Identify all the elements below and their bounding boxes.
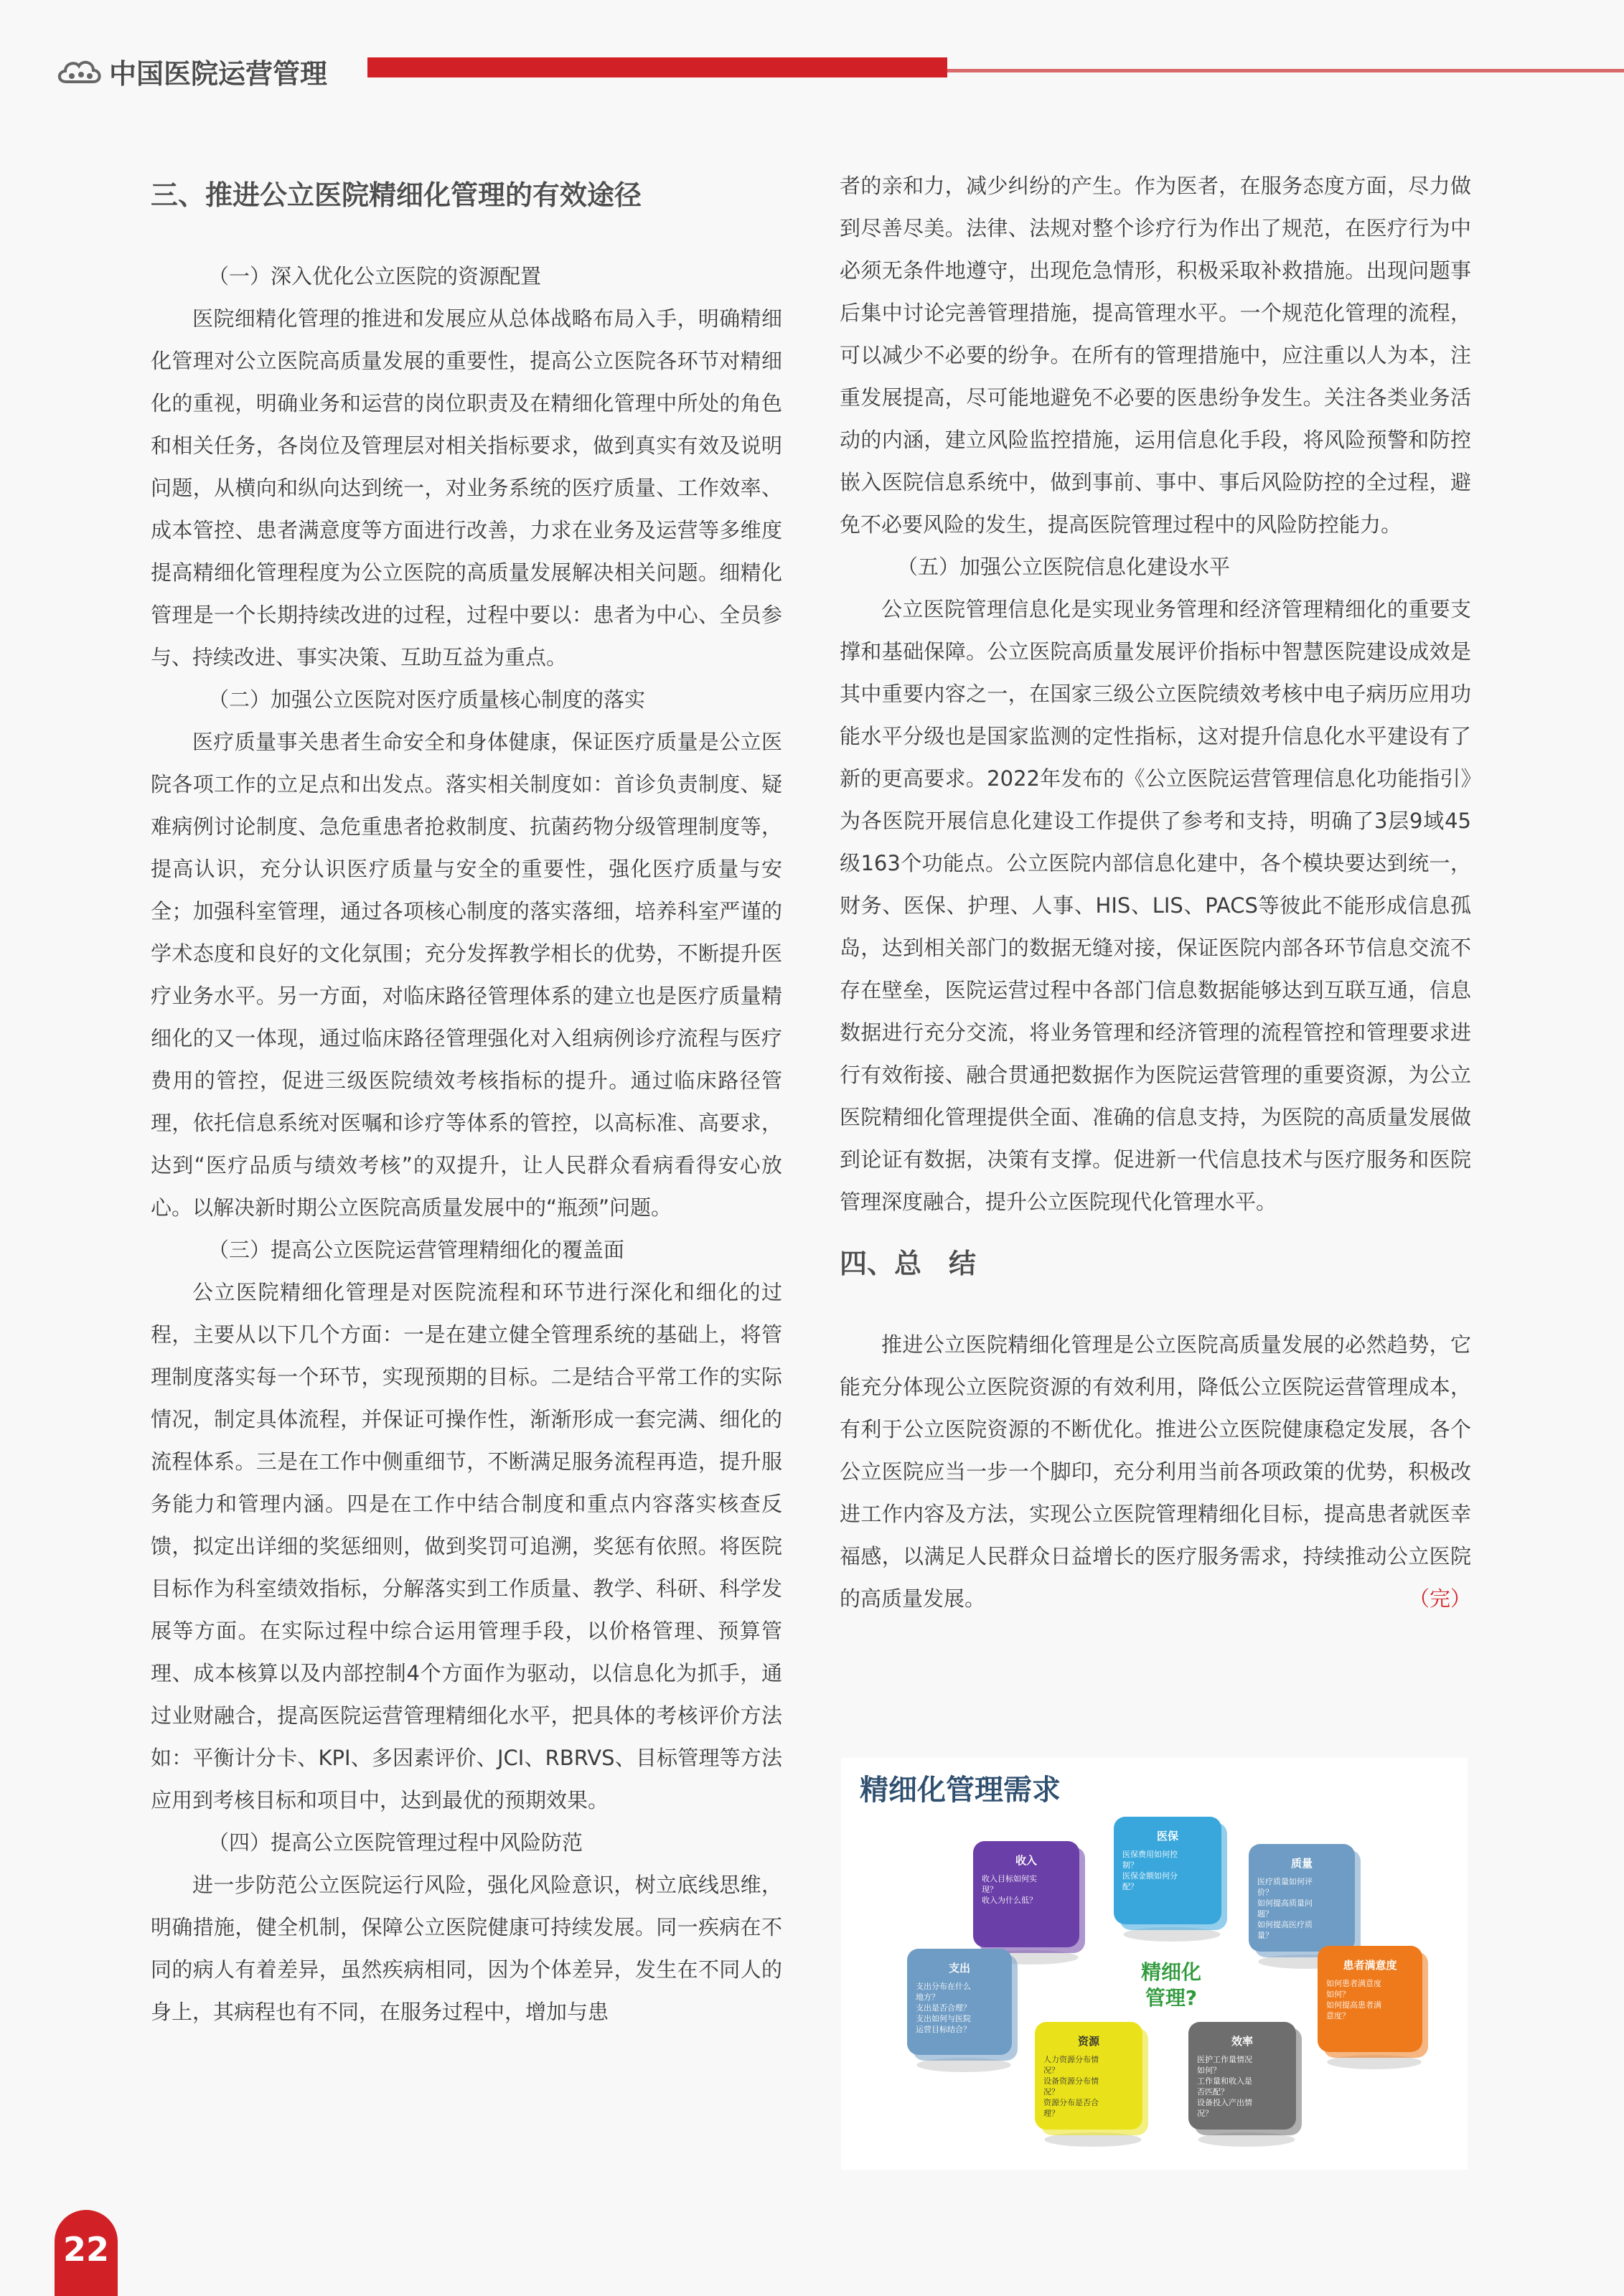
paragraph: 医院细精化管理的推进和发展应从总体战略布局入手，明确精细化管理对公立医院高质量发展的重要性，提高公立医院各环节对精细化的重视，明确业务和运营的岗位职责及在精细化管理中所处的角色和相关任务，各岗位及管理层对相关指标要求，做到真实有效及说明问题，从横向和纵向达到统一，对业务系统的医疗质量、工作效率、成本管控、患者满意度等方面进行改善，力求在业务及运营等多维度提高精细化管理程度为公立医院的高质量发展解决相关问题。细精化管理是一个长期持续改进的过程，过程中要以：患者为中心、全员参与、持续改进、事实决策、互助互益为重点。 (151, 306, 782, 669)
cube-line: 支出如何与医院 (916, 2014, 971, 2023)
header-accent-bar (367, 57, 947, 77)
subsection-title-4: （四）提高公立医院管理过程中风险防范 (208, 1830, 583, 1855)
cube-line: 医护工作量情况 (1197, 2055, 1252, 2064)
infographic-canvas (841, 1758, 1468, 2170)
cube-line: 价？ (1257, 1888, 1273, 1897)
cube-line: 运营目标结合？ (916, 2025, 971, 2034)
cube-title: 资源 (1077, 2035, 1100, 2048)
cube-line: 支出是否合理？ (916, 2003, 971, 2013)
cube-line: 人力资源分布情 (1043, 2055, 1099, 2064)
cube-line: 地方？ (916, 1992, 939, 2002)
cube-line: 如何？ (1326, 1990, 1350, 1999)
cube-line: 收入为什么低？ (982, 1896, 1037, 1905)
cube-insurance (1114, 1817, 1227, 1942)
page-number-badge (55, 2210, 118, 2296)
cube-line: 配？ (1122, 1882, 1138, 1891)
subsection-title-5: （五）加强公立医院信息化建设水平 (897, 555, 1231, 579)
cube-title: 质量 (1290, 1857, 1313, 1870)
infographic-figure (841, 1758, 1468, 2170)
conclusion-paragraph (840, 1324, 1471, 1620)
cube-line: 制？ (1122, 1860, 1138, 1870)
cube-line: 意度？ (1326, 2011, 1350, 2020)
cube-line: 况？ (1043, 2066, 1059, 2075)
cube-line: 资源分布是否合 (1043, 2098, 1099, 2107)
cube-title: 患者满意度 (1343, 1959, 1397, 1972)
cube-line: 如何提高质量问 (1257, 1899, 1313, 1908)
cube-line: 否匹配？ (1197, 2087, 1229, 2097)
cube-expense (907, 1949, 1018, 2072)
end-mark: （完） (1408, 1586, 1471, 1611)
cube-line: 量？ (1257, 1931, 1273, 1940)
paragraph: 进一步防范公立医院运行风险，强化风险意识，树立底线思维，明确措施，健全机制，保障公立医院健康可持续发展。同一疾病在不同的病人有着差异，虽然疾病相同，因为个体差异，发生在不同人的身上，其病程也有不同，在服务过程中，增加与患 (151, 1873, 782, 2024)
cube-line: 设备投入产出情 (1197, 2098, 1252, 2107)
left-column (151, 165, 782, 2033)
cube-resources (1035, 2022, 1148, 2147)
cube-line: 理？ (1043, 2109, 1059, 2118)
cube-efficiency (1188, 2022, 1302, 2147)
subsection-title-2: （二）加强公立医院对医疗质量核心制度的落实 (208, 687, 646, 712)
cube-line: 设备资源分布情 (1043, 2076, 1099, 2086)
cube-title: 收入 (1015, 1854, 1038, 1867)
subsection-title-3: （三）提高公立医院运营管理精细化的覆盖面 (208, 1238, 625, 1262)
paragraph: 公立医院管理信息化是实现业务管理和经济管理精细化的重要支撑和基础保障。公立医院高质量发展评价指标中智慧医院建设成效是其中重要内容之一，在国家三级公立医院绩效考核中电子病历应用功能水平分级也是国家监测的定性指标，这对提升信息化水平建设有了新的更高要求。2022年发布的《公立医院运营管理信息化功能指引》为各医院开展信息化建设工作提供了参考和支持，明确了3层9域45级163个功能点。公立医院内部信息化建中，各个模块要达到统一，财务、医保、护理、人事、HIS、LIS、PACS等彼此不能形成信息孤岛，达到相关部门的数据无缝对接，保证医院内部各环节信息交流不存在壁垒，医院运营过程中各部门信息数据能够达到互联互通，信息数据进行充分交流，将业务管理和经济管理的流程管控和管理要求进行有效衔接、融合贯通把数据作为医院运营管理的重要资源，为公立医院精细化管理提供全面、准确的信息支持，为医院的高质量发展做到论证有数据，决策有支撑。促进新一代信息技术与医疗服务和医院管理深度融合，提升公立医院现代化管理水平。 (840, 597, 1471, 1214)
cube-line: 医保金额如何分 (1122, 1871, 1178, 1881)
cube-line: 医保费用如何控 (1122, 1850, 1178, 1859)
cube-satisfaction (1318, 1946, 1428, 2069)
cloud-logo-icon (56, 56, 103, 86)
cube-income (973, 1841, 1085, 1965)
cube-line: 如何患者满意度 (1326, 1979, 1381, 1988)
paragraph: 公立医院精细化管理是对医院流程和环节进行深化和细化的过程，主要从以下几个方面：一是在建立健全管理系统的基础上，将管理制度落实每一个环节，实现预期的目标。二是结合平常工作的实际情况，制定具体流程，并保证可操作性，渐渐形成一套完满、细化的流程体系。三是在工作中侧重细节，不断满足服务流程再造，提升服务能力和管理内涵。四是在工作中结合制度和重点内容落实核查反馈，拟定出详细的奖惩细则，做到奖罚可追溯，奖惩有依照。将医院目标作为科室绩效指标，分解落实到工作质量、教学、科研、科学发展等方面。在实际过程中综合运用管理手段，以价格管理、预算管理、成本核算以及内部控制4个方面作为驱动，以信息化为抓手，通过业财融合，提高医院运营管理精细化水平，把具体的考核评价方法如：平衡计分卡、KPI、多因素评价、JCI、RBRVS、目标管理等方法应用到考核目标和项目中，达到最优的预期效果。 (151, 1280, 782, 1812)
cube-line: 况？ (1043, 2087, 1059, 2097)
paragraph: 医疗质量事关患者生命安全和身体健康，保证医疗质量是公立医院各项工作的立足点和出发点。落实相关制度如：首诊负责制度、疑难病例讨论制度、急危重患者抢救制度、抗菌药物分级管理制度等，提高认识，充分认识医疗质量与安全的重要性，强化医疗质量与安全；加强科室管理，通过各项核心制度的落实落细，培养科室严谨的学术态度和良好的文化氛围；充分发挥教学相长的优势，不断提升医疗业务水平。另一方面，对临床路径管理体系的建立也是医疗质量精细化的又一体现，通过临床路径管理强化对入组病例诊疗流程与医疗费用的管控，促进三级医院绩效考核指标的提升。通过临床路径管理，依托信息系统对医嘱和诊疗等体系的管控，以高标准、高要求，达到“医疗品质与绩效考核”的双提升，让人民群众看病看得安心放心。以解决新时期公立医院高质量发展中的“瓶颈”问题。 (151, 730, 782, 1220)
cube-title: 效率 (1231, 2035, 1254, 2048)
publication-title: 中国医院运营管理 (109, 58, 328, 90)
cube-line: 况？ (1197, 2109, 1213, 2118)
section-heading-3: 三、推进公立医院精细化管理的有效途径 (151, 179, 642, 211)
figure-center-label-line2: 管理? (1145, 1986, 1198, 2010)
conclusion-text: 推进公立医院精细化管理是公立医院高质量发展的必然趋势，它能充分体现公立医院资源的有效利用，降低公立医院运营管理成本，有利于公立医院资源的不断优化。推进公立医院健康稳定发展，各个公立医院应当一步一个脚印，充分利用当前各项政策的优势，积极改进工作内容及方法，实现公立医院管理精细化目标，提高患者就医幸福感，以满足人民群众日益增长的医疗服务需求，持续推动公立医院的高质量发展。 (840, 1332, 1471, 1611)
cube-line: 如何？ (1197, 2066, 1221, 2075)
right-column (840, 165, 1471, 1620)
cube-line: 支出分布在什么 (916, 1982, 971, 1991)
cube-title: 支出 (948, 1962, 971, 1975)
header-accent-line (947, 69, 1624, 72)
cube-title: 医保 (1156, 1830, 1179, 1843)
section-heading-4: 四、总 结 (840, 1248, 977, 1279)
page-header (0, 0, 1624, 144)
figure-title: 精细化管理需求 (860, 1774, 1061, 1807)
figure-center-label-line1: 精细化 (1140, 1960, 1202, 1984)
cube-line: 如何提高患者满 (1326, 2000, 1381, 2010)
cube-line: 医疗质量如何评 (1257, 1877, 1313, 1886)
cube-line: 收入目标如何实 (982, 1874, 1037, 1883)
cube-line: 题？ (1257, 1909, 1273, 1919)
cube-line: 现？ (982, 1885, 998, 1894)
page-number: 22 (62, 2230, 109, 2269)
cube-line: 工作量和收入是 (1197, 2076, 1252, 2086)
subsection-title-1: （一）深入优化公立医院的资源配置 (208, 264, 542, 288)
paragraph-continued: 者的亲和力，减少纠纷的产生。作为医者，在服务态度方面，尽力做到尽善尽美。法律、法规对整个诊疗行为作出了规范，在医疗行为中必须无条件地遵守，出现危急情形，积极采取补救措施。出现问题事后集中讨论完善管理措施，提高管理水平。一个规范化管理的流程，可以减少不必要的纷争。在所有的管理措施中，应注重以人为本，注重发展提高，尽可能地避免不必要的医患纷争发生。关注各类业务活动的内涵，建立风险监控措施，运用信息化手段，将风险预警和防控嵌入医院信息系统中，做到事前、事中、事后风险防控的全过程，避免不必要风险的发生，提高医院管理过程中的风险防控能力。 (840, 174, 1471, 537)
cube-line: 如何提高医疗质 (1257, 1920, 1313, 1929)
